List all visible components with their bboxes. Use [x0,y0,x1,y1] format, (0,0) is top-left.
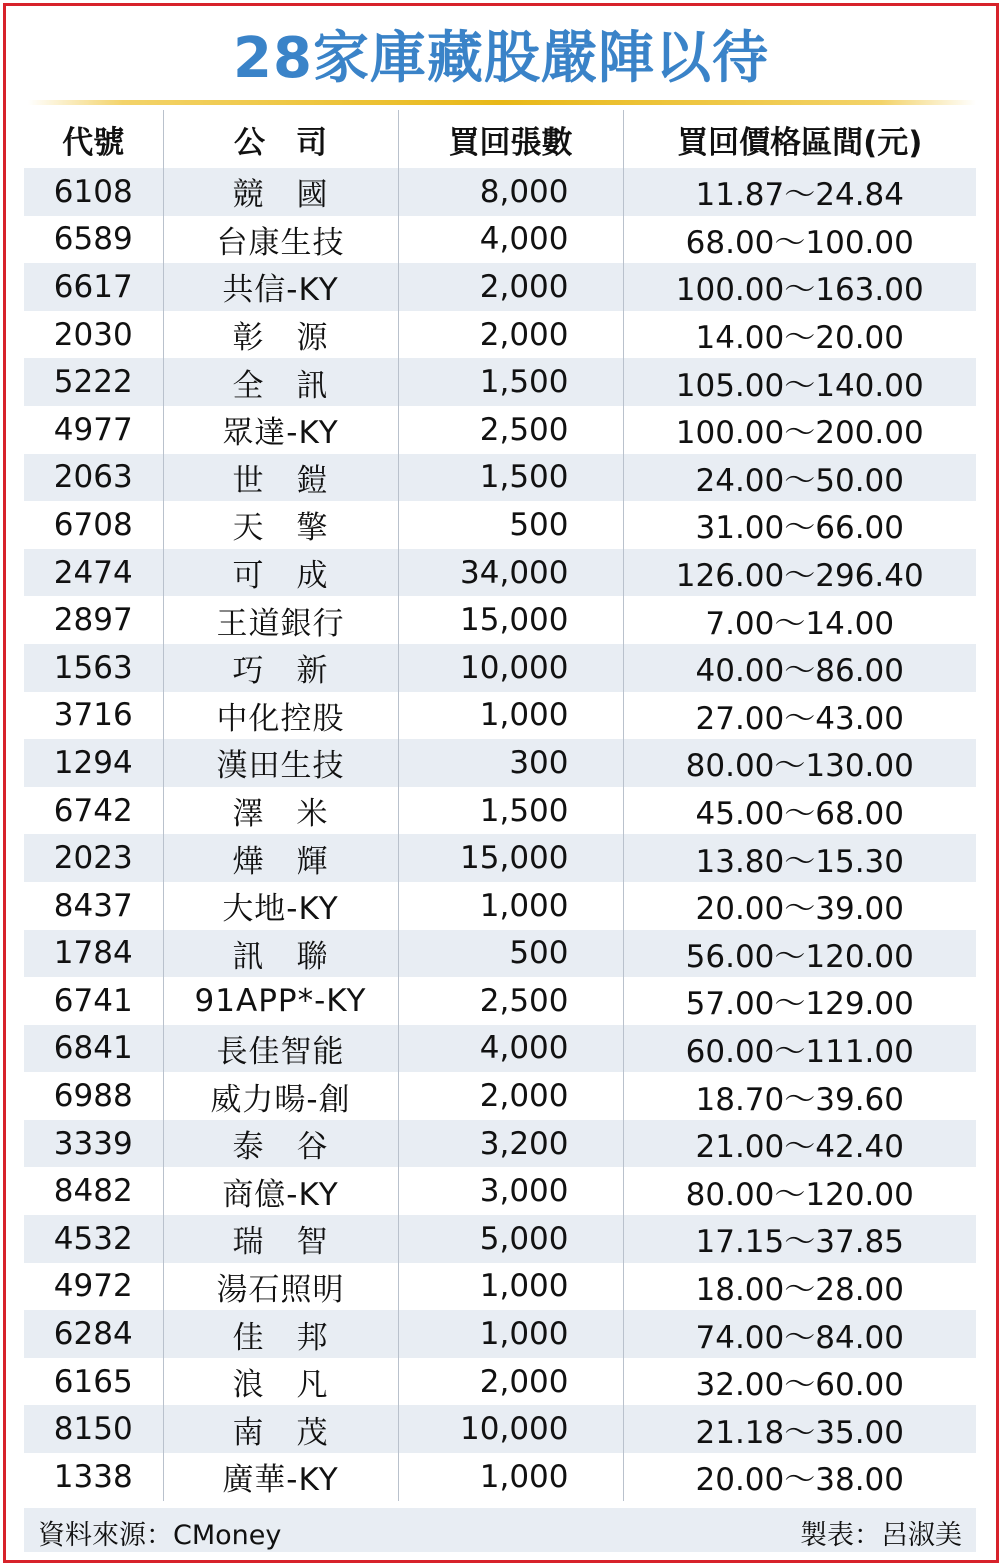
company-name-cell: 燁 輝 [163,834,398,882]
table-header-row [24,110,976,168]
table-row [24,311,976,359]
table-row [24,263,976,311]
stock-code-cell: 6617 [24,263,163,311]
stock-code-cell: 6165 [53,1363,133,1400]
buyback-quantity-cell: 5,000 [398,1215,623,1263]
buyback-quantity-cell: 1,000 [398,1310,623,1358]
stock-code-cell: 6841 [24,1025,163,1073]
buyback-quantity-cell: 8,000 [398,168,623,216]
company-name-cell: 王道銀行 [163,596,398,644]
table-row [24,1263,976,1311]
company-name-cell: 共信-KY [163,263,398,311]
table-row [24,1405,976,1453]
footer [24,1508,976,1552]
price-range-cell: 14.00～20.00 [623,311,976,359]
table-row [24,1358,976,1406]
company-name-cell: 長佳智能 [163,1025,398,1073]
stock-code-cell: 6589 [53,221,133,258]
source-note: 資料來源：CMoney [38,1520,282,1551]
price-range-cell: 40.00～86.00 [623,644,976,692]
buyback-quantity-cell: 2,500 [398,406,623,454]
table-row [24,882,976,930]
price-range-cell: 13.80～15.30 [623,834,976,882]
stock-code-cell: 2063 [24,454,163,502]
buyback-quantity-cell: 500 [398,501,623,549]
buyback-quantity-cell: 10,000 [398,1405,623,1453]
table-row [24,787,976,835]
company-name-cell: 湯石照明 [163,1263,398,1311]
stock-code-cell: 1338 [53,1458,133,1495]
price-range-cell: 24.00～50.00 [623,454,976,502]
price-range-cell: 17.15～37.85 [623,1215,976,1263]
price-range-cell: 7.00～14.00 [623,596,976,644]
stock-code-cell: 8437 [53,887,133,924]
company-name-cell: 91APP*-KY [163,977,398,1025]
table-row [24,977,976,1025]
buyback-quantity-cell: 10,000 [398,644,623,692]
table-row [24,930,976,978]
table-row [24,454,976,502]
stock-code-cell: 8150 [24,1405,163,1453]
company-name-cell: 彰 源 [163,311,398,359]
table-row [24,692,976,740]
table-row [24,1215,976,1263]
title-divider [28,100,976,105]
table-row [24,1310,976,1358]
infographic-frame [3,3,999,1563]
stock-code-cell: 6741 [53,982,133,1019]
company-name-cell: 巧 新 [163,644,398,692]
stock-code-cell: 6108 [24,168,163,216]
price-range-cell: 20.00～39.00 [623,882,976,930]
buyback-quantity-cell: 1,000 [398,882,623,930]
company-name-cell: 天 擎 [163,501,398,549]
table-row [24,358,976,406]
stock-code-cell: 6708 [53,506,133,543]
buyback-quantity-cell: 1,000 [398,692,623,740]
table-row [24,1025,976,1073]
table-row [24,644,976,692]
table-row [24,739,976,787]
buyback-quantity-cell: 2,000 [398,311,623,359]
buyback-quantity-cell: 1,500 [398,358,623,406]
stock-code-cell: 6988 [53,1078,133,1115]
company-name-cell: 中化控股 [163,692,398,740]
buyback-quantity-cell: 300 [398,739,623,787]
price-range-cell: 27.00～43.00 [623,692,976,740]
company-name-cell: 威力暘-創 [163,1072,398,1120]
price-range-cell: 20.00～38.00 [623,1453,976,1501]
company-name-cell: 可 成 [163,549,398,597]
buyback-quantity-cell: 4,000 [398,1025,623,1073]
price-range-cell: 45.00～68.00 [623,787,976,835]
price-range-cell: 21.18～35.00 [623,1405,976,1453]
table-row [24,1120,976,1168]
buyback-quantity-cell: 1,500 [398,787,623,835]
buyback-quantity-cell: 15,000 [398,596,623,644]
table-row [24,1453,976,1501]
stock-code-cell: 6284 [24,1310,163,1358]
stock-code-cell: 4972 [53,1268,133,1305]
column-header-code: 代號 [62,124,125,161]
price-range-cell: 21.00～42.40 [623,1120,976,1168]
price-range-cell: 105.00～140.00 [623,358,976,406]
company-name-cell: 浪 凡 [163,1358,398,1406]
table-row [24,216,976,264]
buyback-quantity-cell: 1,500 [398,454,623,502]
buyback-quantity-cell: 4,000 [398,216,623,264]
stock-code-cell: 6742 [53,792,133,829]
table-body [24,168,976,1501]
stock-code-cell: 3716 [53,697,133,734]
company-name-cell: 廣華-KY [163,1453,398,1501]
column-header-quantity: 買回張數 [398,110,623,168]
company-name-cell: 瑞 智 [163,1215,398,1263]
company-name-cell: 大地-KY [163,882,398,930]
column-header-price-range: 買回價格區間(元) [623,110,976,168]
company-name-cell: 泰 谷 [163,1120,398,1168]
stock-code-cell: 1294 [24,739,163,787]
company-name-cell: 全 訊 [163,358,398,406]
stock-code-cell: 2474 [24,549,163,597]
company-name-cell: 世 鎧 [163,454,398,502]
table-row [24,168,976,216]
stock-code-cell: 8482 [53,1173,133,1210]
company-name-cell: 商億-KY [163,1167,398,1215]
buyback-quantity-cell: 34,000 [398,549,623,597]
table-row [24,501,976,549]
price-range-cell: 32.00～60.00 [623,1358,976,1406]
buyback-quantity-cell: 3,000 [398,1167,623,1215]
stock-code-cell: 3339 [24,1120,163,1168]
company-name-cell: 台康生技 [163,216,398,264]
stock-code-cell: 1784 [24,930,163,978]
buyback-quantity-cell: 2,000 [398,1358,623,1406]
buyback-table [24,110,976,1501]
price-range-cell: 80.00～130.00 [623,739,976,787]
page-title: 28家庫藏股嚴陣以待 [233,26,769,91]
table-row [24,406,976,454]
table-row [24,834,976,882]
stock-code-cell: 2897 [53,602,133,639]
price-range-cell: 31.00～66.00 [623,501,976,549]
company-name-cell: 眾達-KY [163,406,398,454]
company-name-cell: 澤 米 [163,787,398,835]
company-name-cell: 漢田生技 [163,739,398,787]
price-range-cell: 56.00～120.00 [623,930,976,978]
price-range-cell: 57.00～129.00 [623,977,976,1025]
buyback-quantity-cell: 15,000 [398,834,623,882]
stock-code-cell: 4977 [53,411,133,448]
price-range-cell: 11.87～24.84 [623,168,976,216]
buyback-quantity-cell: 2,500 [398,977,623,1025]
stock-code-cell: 2030 [53,316,133,353]
company-name-cell: 南 茂 [163,1405,398,1453]
column-header-company: 公 司 [163,110,398,168]
price-range-cell: 100.00～200.00 [623,406,976,454]
price-range-cell: 18.00～28.00 [623,1263,976,1311]
price-range-cell: 18.70～39.60 [623,1072,976,1120]
price-range-cell: 100.00～163.00 [623,263,976,311]
buyback-quantity-cell: 1,000 [398,1263,623,1311]
company-name-cell: 佳 邦 [163,1310,398,1358]
buyback-quantity-cell: 2,000 [398,1072,623,1120]
price-range-cell: 126.00～296.40 [623,549,976,597]
buyback-quantity-cell: 500 [398,930,623,978]
price-range-cell: 80.00～120.00 [623,1167,976,1215]
price-range-cell: 74.00～84.00 [623,1310,976,1358]
company-name-cell: 競 國 [163,168,398,216]
company-name-cell: 訊 聯 [163,930,398,978]
stock-code-cell: 2023 [24,834,163,882]
stock-code-cell: 1563 [24,644,163,692]
buyback-quantity-cell: 2,000 [398,263,623,311]
buyback-quantity-cell: 3,200 [398,1120,623,1168]
price-range-cell: 60.00～111.00 [623,1025,976,1073]
stock-code-cell: 4532 [24,1215,163,1263]
stock-code-cell: 5222 [24,358,163,406]
buyback-quantity-cell: 1,000 [398,1453,623,1501]
table-row [24,1167,976,1215]
credit-note: 製表：呂淑美 [800,1520,962,1551]
table-row [24,549,976,597]
table-row [24,1072,976,1120]
price-range-cell: 68.00～100.00 [623,216,976,264]
table-row [24,596,976,644]
